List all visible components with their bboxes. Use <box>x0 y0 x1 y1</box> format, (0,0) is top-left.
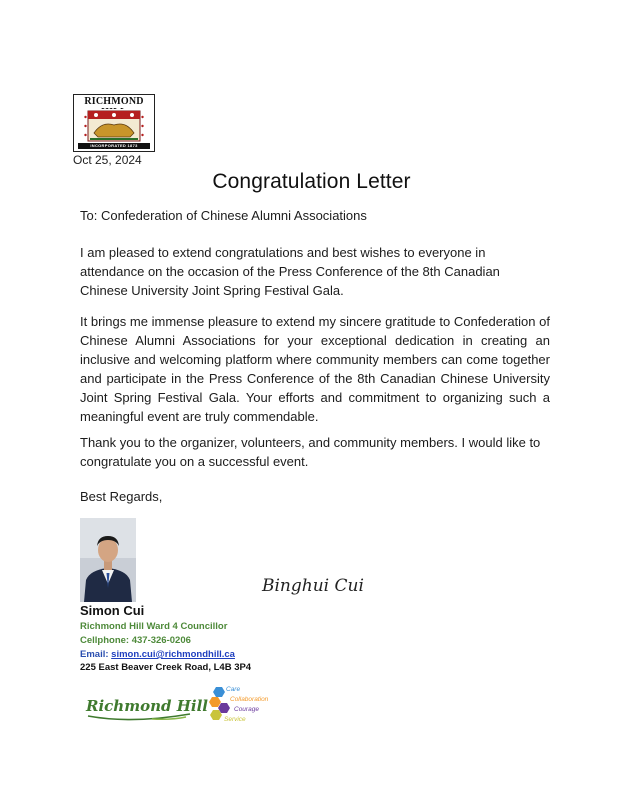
councillor-photo <box>80 518 136 602</box>
letter-date: Oct 25, 2024 <box>73 153 142 167</box>
paragraph-2: It brings me immense pleasure to extend my sincere gratitude to Confederation of Chinese Alumni Associations for your exceptional dedication in creating an inclusive and welcoming platform where community members can come together and participate in the Press Conference of the 8th Canadian Chinese University Joint Spring Festival Gala. Your efforts and commitment to organizing such a meaningful event are truly commendable. <box>80 314 550 424</box>
signer-email-line <box>80 649 235 660</box>
signer-phone: Cellphone: 437-326-0206 <box>80 635 191 646</box>
value-courage: Courage <box>234 706 259 713</box>
value-care: Care <box>226 686 241 693</box>
signer-name: Simon Cui <box>80 603 145 618</box>
value-collaboration: Collaboration <box>230 696 269 703</box>
richmond-hill-logo <box>82 690 208 726</box>
letter-title: Congratulation Letter <box>212 170 411 193</box>
crest-shield-icon <box>84 109 144 143</box>
closing: Best Regards, <box>80 489 163 504</box>
paragraph-3: Thank you to the organizer, volunteers, and community members. I would like to congratulate you on a successful event. <box>80 435 541 469</box>
paragraph-1: I am pleased to extend congratulations and best wishes to everyone in attendance on the occasion of the Press Conference of the 8th Canadian Chinese University Joint Spring Festival Gala. <box>80 245 500 298</box>
logo-text: Richmond Hill <box>86 697 208 715</box>
richmond-hill-seal <box>73 94 155 152</box>
value-service: Service <box>224 716 246 723</box>
seal-title: RICHMOND <box>84 96 144 107</box>
seal-band: INCORPORATED 1873 <box>78 143 150 149</box>
signer-address: 225 East Beaver Creek Road, L4B 3P4 <box>80 662 252 673</box>
recipient-line: To: Confederation of Chinese Alumni Associations <box>80 208 367 223</box>
signature-text: Binghui Cui <box>262 576 364 596</box>
email-label: Email: <box>80 649 112 660</box>
signer-role: Richmond Hill Ward 4 Councillor <box>80 621 228 632</box>
values-logo <box>208 686 288 728</box>
email-link[interactable]: simon.cui@richmondhill.ca <box>111 649 235 660</box>
handwritten-signature <box>260 565 370 605</box>
